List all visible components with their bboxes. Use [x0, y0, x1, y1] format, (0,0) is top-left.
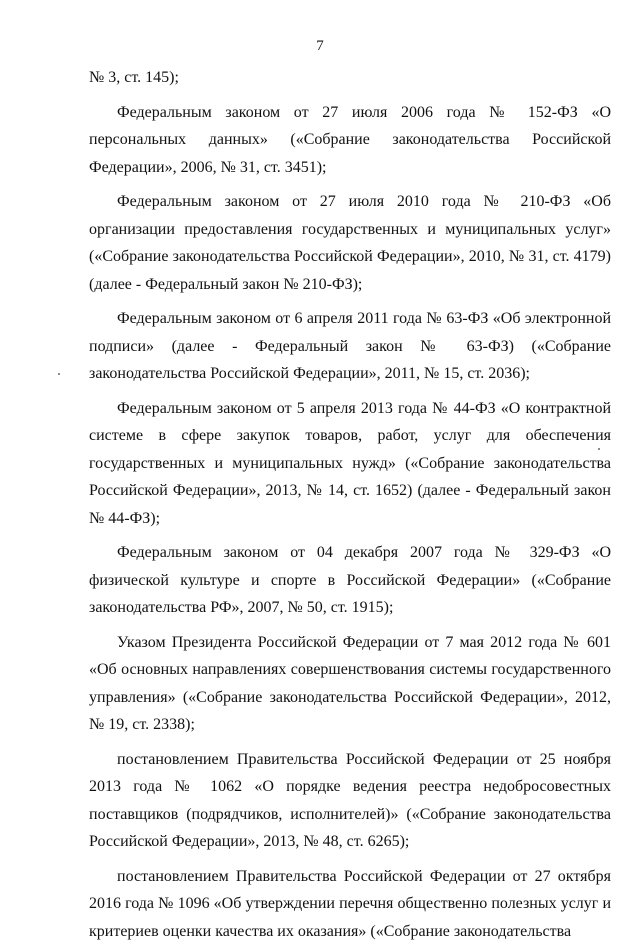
- paragraph-law-44-fz: Федеральным законом от 5 апреля 2013 года № 44-ФЗ «О контрактной системе в сфере закупок товаров, работ, услуг для обеспечения государственных и муниципальных нужд» («Собрание законодательства Российской Федерации», 2013, № 14, ст. 1652) (далее - Федеральный закон № 44-ФЗ);: [89, 399, 611, 527]
- paragraph-decree-601: Указом Президента Российской Федерации от 7 мая 2012 года № 601 «Об основных направлениях совершенствования системы государственного управления» («Собрание законодательства Российской Федерации», 2012, № 19, ст. 2338);: [89, 633, 611, 733]
- paragraph-law-152-fz: Федеральным законом от 27 июля 2006 года № 152-ФЗ «О персональных данных» («Собрание законодательства Российской Федерации», 2006, № 31, ст. 3451);: [89, 103, 611, 176]
- scan-speck: [58, 373, 60, 375]
- paragraph-resolution-1096: постановлением Правительства Российской Федерации от 27 октября 2016 года № 1096 «Об утверждении перечня общественно полезных услуг и критериев оценки качества их оказания» («Собрание законодательства: [89, 867, 611, 940]
- paragraph-law-329-fz: Федеральным законом от 04 декабря 2007 года № 329-ФЗ «О физической культуре и спорте в Российской Федерации» («Собрание законодательства РФ», 2007, № 50, ст. 1915);: [89, 544, 611, 616]
- paragraph-law-63-fz: Федеральным законом от 6 апреля 2011 года № 63-ФЗ «Об электронной подписи» (далее - Федеральный закон № 63-ФЗ) («Собрание законодательства Российской Федерации», 2011, № 15, ст. 2036);: [89, 310, 611, 382]
- paragraph-resolution-1062: постановлением Правительства Российской Федерации от 25 ноября 2013 года № 1062 «О порядке ведения реестра недобросовестных поставщиков (подрядчиков, исполнителей)» («Собрание законодательства Российской Федерации», 2013, № 48, ст. 6265);: [89, 750, 611, 850]
- paragraph-continuation: № 3, ст. 145);: [89, 69, 179, 86]
- scan-speck: [598, 448, 600, 450]
- page-number: 7: [316, 38, 324, 54]
- paragraph-law-210-fz: Федеральным законом от 27 июля 2010 года № 210-ФЗ «Об организации предоставления государственных и муниципальных услуг» («Собрание законодательства Российской Федерации», 2010, № 31, ст. 4179) (далее - Федеральный закон № 210-ФЗ);: [89, 193, 611, 293]
- document-body: [89, 64, 611, 952]
